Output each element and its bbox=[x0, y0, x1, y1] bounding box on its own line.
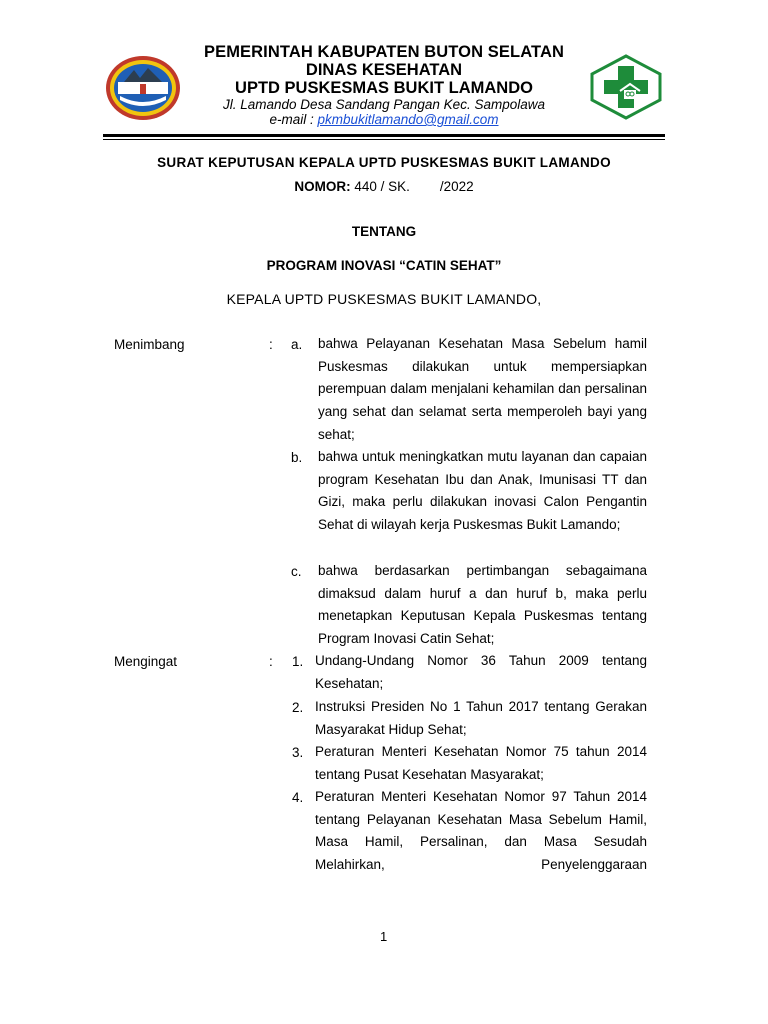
item-marker: 2. bbox=[292, 700, 304, 715]
item-marker: 1. bbox=[292, 654, 304, 669]
program-title: PROGRAM INOVASI “CATIN SEHAT” bbox=[266, 258, 502, 273]
item-marker: 3. bbox=[292, 745, 304, 760]
about-heading: TENTANG bbox=[351, 224, 417, 239]
mengingat-colon: : bbox=[269, 654, 273, 669]
email-label: e-mail : bbox=[269, 112, 318, 127]
list-item: bahwa Pelayanan Kesehatan Masa Sebelum hamil Puskesmas dilakukan untuk mempersiapkan perempuan dalam menjalani kehamilan dan persalinan yang sehat dan selamat serta memperoleh bayi yang sehat; bbox=[318, 336, 647, 442]
list-item: bahwa berdasarkan pertimbangan sebagaimana dimaksud dalam huruf a dan huruf b, maka perlu menetapkan Keputusan Kepala Puskesmas tentang Program Inovasi Catin Sehat; bbox=[318, 563, 647, 647]
list-item: Instruksi Presiden No 1 Tahun 2017 tentang Gerakan Masyarakat Hidup Sehat; bbox=[315, 699, 647, 737]
email-link[interactable]: pkmbukitlamando@gmail.com bbox=[317, 112, 499, 127]
letterhead-address: Jl. Lamando Desa Sandang Pangan Kec. Sampolawa bbox=[223, 97, 545, 112]
letterhead-department: DINAS KESEHATAN bbox=[305, 61, 463, 79]
letterhead-divider bbox=[103, 134, 665, 137]
letterhead-divider-thin bbox=[103, 139, 665, 140]
item-marker: a. bbox=[291, 337, 303, 352]
letterhead-institution: UPTD PUSKESMAS BUKIT LAMANDO bbox=[235, 79, 533, 97]
authority-line: KEPALA UPTD PUSKESMAS BUKIT LAMANDO, bbox=[226, 291, 542, 307]
menimbang-label: Menimbang bbox=[114, 337, 185, 352]
list-item: Undang-Undang Nomor 36 Tahun 2009 tentang Kesehatan; bbox=[315, 653, 647, 691]
item-marker: c. bbox=[291, 564, 302, 579]
item-marker: b. bbox=[291, 450, 303, 465]
letterhead-government: PEMERINTAH KABUPATEN BUTON SELATAN bbox=[204, 43, 564, 61]
decree-title: SURAT KEPUTUSAN KEPALA UPTD PUSKESMAS BUKIT LAMANDO bbox=[157, 155, 611, 170]
letterhead-email-line bbox=[150, 112, 618, 127]
decree-number bbox=[100, 179, 668, 194]
number-label: NOMOR: bbox=[294, 179, 351, 194]
number-value: 440 / SK. /2022 bbox=[350, 179, 474, 194]
mengingat-label: Mengingat bbox=[114, 654, 178, 669]
list-item: Peraturan Menteri Kesehatan Nomor 97 Tahun 2014 tentang Pelayanan Kesehatan Masa Sebelum Hamil, Masa Hamil, Persalinan, dan Masa Sesudah Melahirkan, Penyelenggaraan bbox=[315, 789, 647, 873]
puskesmas-logo bbox=[590, 54, 662, 120]
item-marker: 4. bbox=[292, 790, 304, 805]
list-item: Peraturan Menteri Kesehatan Nomor 75 tahun 2014 tentang Pusat Kesehatan Masyarakat; bbox=[315, 744, 647, 782]
page-number: 1 bbox=[380, 929, 388, 944]
list-item: bahwa untuk meningkatkan mutu layanan dan capaian program Kesehatan Ibu dan Anak, Imunisasi TT dan Gizi, maka perlu dilakukan inovasi Calon Pengantin Sehat di wilayah kerja Puskesmas Bukit Lamando; bbox=[318, 449, 647, 533]
menimbang-colon: : bbox=[269, 337, 273, 352]
